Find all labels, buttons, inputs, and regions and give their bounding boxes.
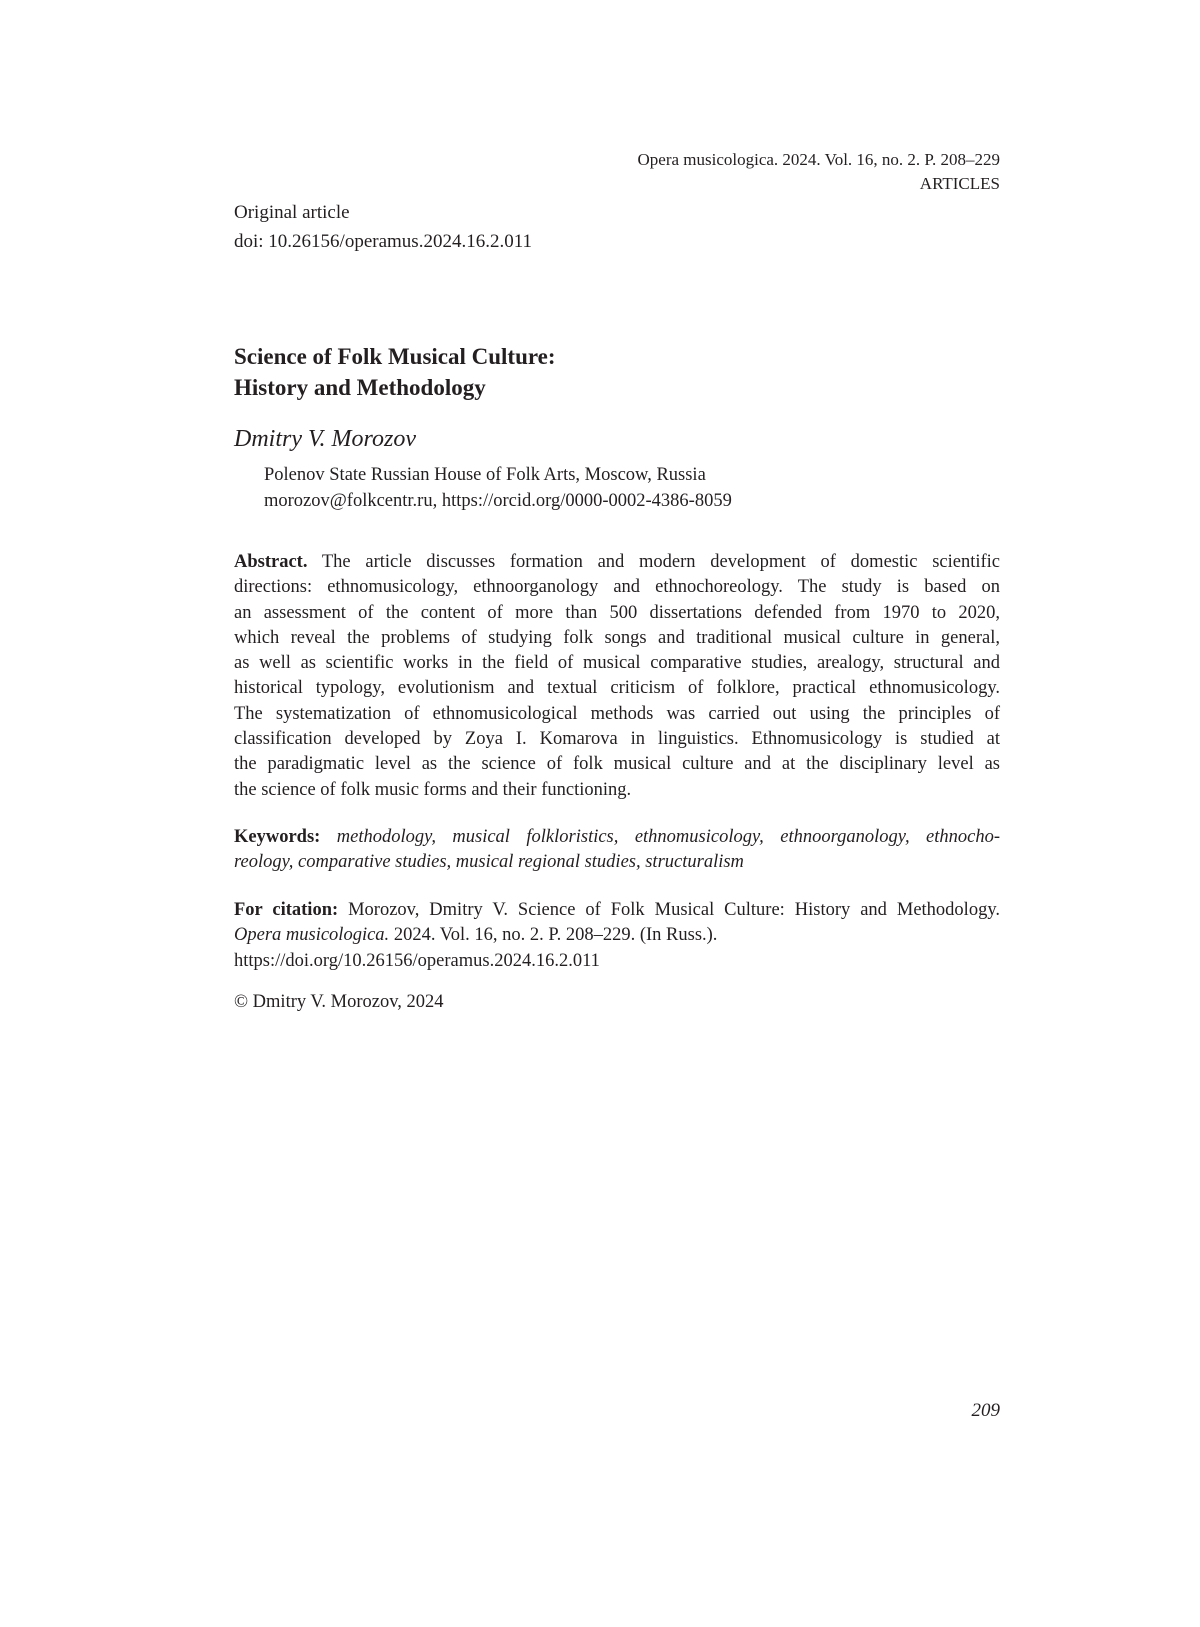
citation bbox=[234, 898, 1000, 974]
journal-citation-header: Opera musicologica. 2024. Vol. 16, no. 2. P. 208–229 bbox=[638, 148, 1001, 172]
affiliation: Polenov State Russian House of Folk Arts, Moscow, Russia bbox=[264, 462, 732, 488]
abstract-line: an assessment of the content of more than 500 dissertations defended from 1970 to 2020, bbox=[234, 601, 1000, 626]
author-affiliation-block bbox=[264, 462, 732, 514]
abstract-line: as well as scientific works in the field of musical comparative studies, arealogy, structural and bbox=[234, 651, 1000, 676]
citation-line: For citation: Morozov, Dmitry V. Science of Folk Musical Culture: History and Methodology. bbox=[234, 898, 1000, 923]
keywords-label: Keywords: bbox=[234, 827, 320, 847]
keywords bbox=[234, 825, 1000, 876]
section-label: ARTICLES bbox=[638, 172, 1001, 196]
abstract-line: the paradigmatic level as the science of folk musical culture and at the disciplinary level as bbox=[234, 752, 1000, 777]
keywords-list-1: methodology, musical folkloristics, ethnomusicology, ethnoorganology, ethnocho- bbox=[337, 827, 1000, 847]
citation-line: Opera musicologica. 2024. Vol. 16, no. 2. P. 208–229. (In Russ.). bbox=[234, 923, 1000, 948]
title-line-1: Science of Folk Musical Culture: bbox=[234, 344, 556, 369]
abstract-line: Abstract. The article discusses formation and modern development of domestic scientific bbox=[234, 550, 1000, 575]
article-meta bbox=[234, 198, 532, 256]
abstract-line: historical typology, evolutionism and textual criticism of folklore, practical ethnomusicology. bbox=[234, 676, 1000, 701]
article-title bbox=[234, 341, 556, 403]
doi: doi: 10.26156/operamus.2024.16.2.011 bbox=[234, 227, 532, 256]
page-number: 209 bbox=[972, 1400, 1001, 1422]
abstract-line: directions: ethnomusicology, ethnoorganology and ethnochoreology. The study is based on bbox=[234, 575, 1000, 600]
abstract bbox=[234, 550, 1000, 803]
copyright: © Dmitry V. Morozov, 2024 bbox=[234, 992, 444, 1013]
citation-journal: Opera musicologica. bbox=[234, 925, 389, 945]
author-contact: morozov@folkcentr.ru, https://orcid.org/0000-0002-4386-8059 bbox=[264, 488, 732, 514]
author-name: Dmitry V. Morozov bbox=[234, 426, 416, 453]
abstract-line: classification developed by Zoya I. Komarova in linguistics. Ethnomusicology is studied at bbox=[234, 727, 1000, 752]
abstract-line: the science of folk music forms and their functioning. bbox=[234, 778, 1000, 803]
citation-label: For citation: bbox=[234, 900, 338, 920]
keywords-list-2: reology, comparative studies, musical regional studies, structuralism bbox=[234, 852, 744, 872]
title-line-2: History and Methodology bbox=[234, 375, 486, 400]
keywords-line bbox=[234, 825, 1000, 850]
citation-doi-link[interactable]: https://doi.org/10.26156/operamus.2024.16.2.011 bbox=[234, 949, 1000, 974]
running-header bbox=[638, 148, 1001, 196]
keywords-line bbox=[234, 850, 1000, 875]
abstract-line: The systematization of ethnomusicological methods was carried out using the principles of bbox=[234, 702, 1000, 727]
abstract-label: Abstract. bbox=[234, 552, 307, 572]
article-type: Original article bbox=[234, 198, 532, 227]
abstract-line: which reveal the problems of studying folk songs and traditional musical culture in general, bbox=[234, 626, 1000, 651]
